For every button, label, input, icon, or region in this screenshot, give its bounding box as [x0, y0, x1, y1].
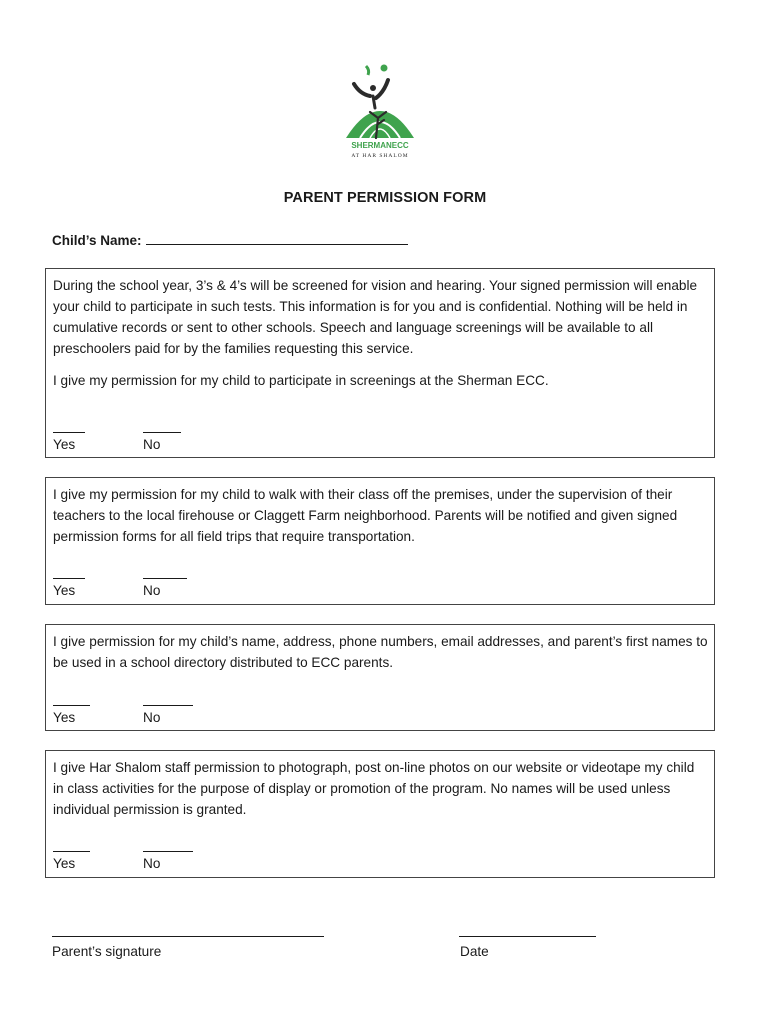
no-option[interactable]: [143, 578, 187, 598]
yes-label: Yes: [53, 437, 76, 452]
school-logo: [340, 62, 420, 162]
section-text: I give Har Shalom staff permission to photograph, post on-line photos on our website or videotape my child in class activities for the purpose of display or promotion of the program. No names will be used unless individual permission is granted.: [53, 760, 695, 817]
yes-option[interactable]: [53, 705, 90, 725]
parent-signature-label: Parent’s signature: [52, 944, 162, 959]
no-option[interactable]: [143, 705, 193, 725]
yes-blank[interactable]: [53, 851, 90, 852]
yes-option[interactable]: [53, 432, 85, 452]
section-text: During the school year, 3’s & 4’s will be screened for vision and hearing. Your signed permission will enable your child to participate in such tests. This information is for you and is confidential. Nothing will be held in cumulative records or sent to other schools. Speech and language screenings will be available to all preschoolers paid for by the families requesting this service.: [53, 278, 698, 356]
no-blank[interactable]: [143, 578, 187, 579]
yes-blank[interactable]: [53, 705, 90, 706]
yes-blank[interactable]: [53, 432, 85, 433]
child-name-label: Child’s Name:: [52, 233, 142, 248]
yes-option[interactable]: [53, 851, 90, 871]
no-option[interactable]: [143, 432, 181, 452]
field-trip-permission-section: [45, 477, 715, 605]
no-blank[interactable]: [143, 705, 193, 706]
no-label: No: [143, 856, 161, 871]
no-blank[interactable]: [143, 851, 193, 852]
date-line[interactable]: [459, 936, 596, 937]
form-title: PARENT PERMISSION FORM: [283, 190, 487, 206]
no-option[interactable]: [143, 851, 193, 871]
yes-label: Yes: [53, 856, 76, 871]
directory-permission-section: [45, 624, 715, 731]
yes-option[interactable]: [53, 578, 85, 598]
section-text: I give permission for my child’s name, address, phone numbers, email addresses, and parent’s first names to be used in a school directory distributed to ECC parents.: [53, 634, 708, 670]
no-label: No: [143, 583, 161, 598]
sherman-ecc-logo-icon: [340, 62, 420, 162]
yes-label: Yes: [53, 583, 76, 598]
child-name-field[interactable]: [52, 231, 408, 248]
child-name-blank[interactable]: [146, 231, 408, 245]
parent-signature-line[interactable]: [52, 936, 324, 937]
date-label: Date: [460, 944, 489, 959]
section-text: I give my permission for my child to participate in screenings at the Sherman ECC.: [53, 373, 549, 388]
screening-permission-section: [45, 268, 715, 458]
no-label: No: [143, 437, 161, 452]
yes-label: Yes: [53, 710, 76, 725]
yes-blank[interactable]: [53, 578, 85, 579]
svg-text:SHERMANECC: SHERMANECC: [351, 141, 409, 150]
photo-permission-section: [45, 750, 715, 878]
no-blank[interactable]: [143, 432, 181, 433]
svg-text:AT HAR SHALOM: AT HAR SHALOM: [351, 153, 409, 159]
section-text: I give my permission for my child to walk with their class off the premises, under the supervision of their teachers to the local firehouse or Claggett Farm neighborhood. Parents will be notified and given signed permission forms for all field trips that require transportation.: [53, 487, 678, 544]
no-label: No: [143, 710, 161, 725]
